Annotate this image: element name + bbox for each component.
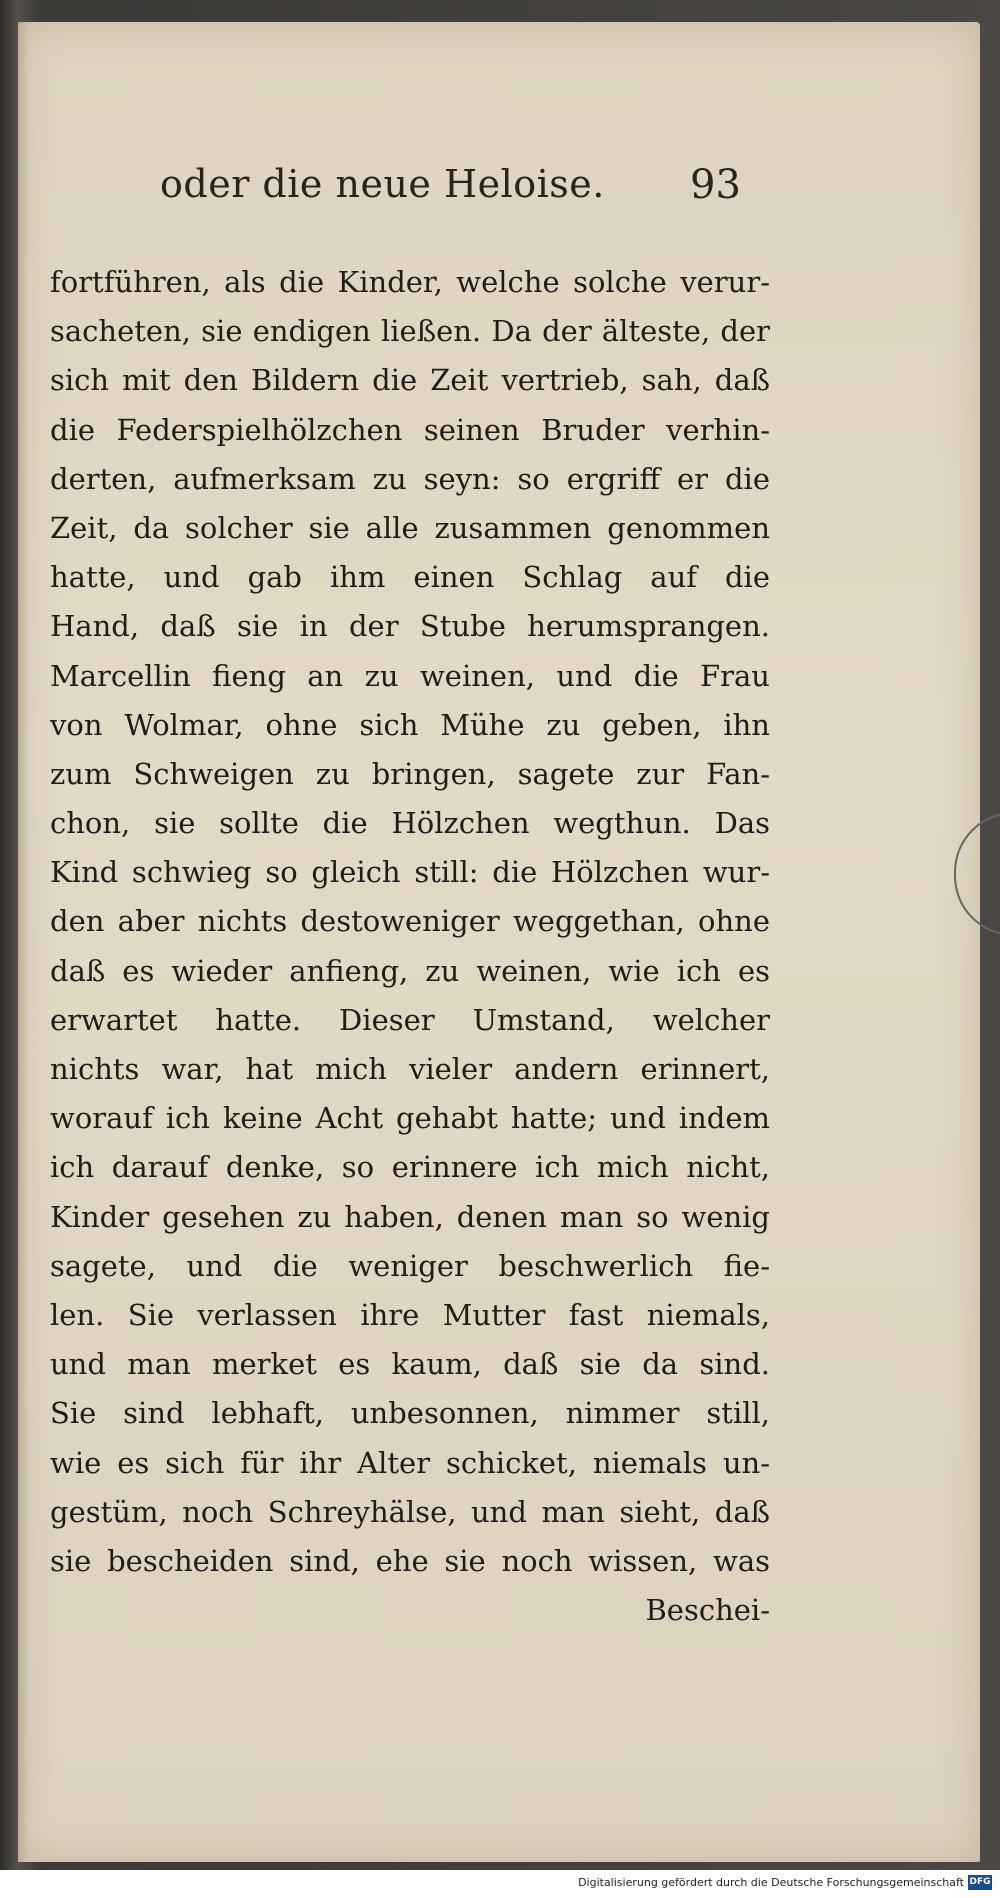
text-line: erwartet hatte. Dieser Umstand, welcher — [50, 1002, 770, 1037]
text-line: den aber nichts destoweniger weggethan, ohne — [50, 904, 770, 939]
text-line: chon, sie sollte die Hölzchen wegthun. Das — [50, 806, 770, 841]
text-line: worauf ich keine Acht gehabt hatte; und indem — [50, 1101, 770, 1136]
digitization-credit: Digitalisierung gefördert durch die Deutsche Forschungsgemeinschaft — [578, 1876, 964, 1889]
catchword: Beschei- — [645, 1593, 770, 1628]
text-line: Sie sind lebhaft, unbesonnen, nimmer still, — [50, 1396, 770, 1431]
text-line: derten, aufmerksam zu seyn: so ergriff er die — [50, 461, 770, 496]
running-title: oder die neue Heloise. — [160, 162, 605, 206]
text-line: wie es sich für ihr Alter schicket, niemals un- — [50, 1445, 770, 1480]
text-line: zum Schweigen zu bringen, sagete zur Fan- — [50, 756, 770, 791]
text-line: von Wolmar, ohne sich Mühe zu geben, ihn — [50, 707, 770, 742]
text-line: sacheten, sie endigen ließen. Da der älteste, der — [50, 314, 770, 349]
text-line: Zeit, da solcher sie alle zusammen genommen — [50, 510, 770, 545]
text-line: daß es wieder anfieng, zu weinen, wie ich es — [50, 953, 770, 988]
text-line: die Federspielhölzchen seinen Bruder verhin- — [50, 412, 770, 447]
text-line: Marcellin fieng an zu weinen, und die Frau — [50, 658, 770, 693]
margin-binding-mark — [954, 812, 1000, 936]
page-number: 93 — [690, 162, 741, 208]
text-line: fortführen, als die Kinder, welche solche verur- — [50, 265, 770, 299]
dfg-logo: DFG — [968, 1875, 992, 1890]
body-text — [50, 258, 770, 1635]
text-line: sagete, und die weniger beschwerlich fie- — [50, 1248, 770, 1283]
text-line: nichts war, hat mich vieler andern erinnert, — [50, 1052, 770, 1086]
text-line: sich mit den Bildern die Zeit vertrieb, sah, daß — [50, 363, 770, 398]
text-line: Hand, daß sie in der Stube herumsprangen. — [50, 609, 770, 644]
text-line: Kinder gesehen zu haben, denen man so wenig — [50, 1199, 770, 1234]
text-line: Kind schwieg so gleich still: die Hölzchen wur- — [50, 855, 770, 890]
page-header — [160, 162, 760, 222]
text-line: len. Sie verlassen ihre Mutter fast niemals, — [50, 1297, 770, 1332]
footer-bar — [0, 1870, 1000, 1898]
text-line: sie bescheiden sind, ehe sie noch wissen, was — [50, 1543, 770, 1578]
text-line: und man merket es kaum, daß sie da sind. — [50, 1347, 770, 1382]
text-line: ich darauf denke, so erinnere ich mich nicht, — [50, 1150, 770, 1185]
text-line: hatte, und gab ihm einen Schlag auf die — [50, 560, 770, 595]
page-edge — [18, 22, 28, 1862]
text-line: gestüm, noch Schreyhälse, und man sieht, daß — [50, 1494, 770, 1529]
